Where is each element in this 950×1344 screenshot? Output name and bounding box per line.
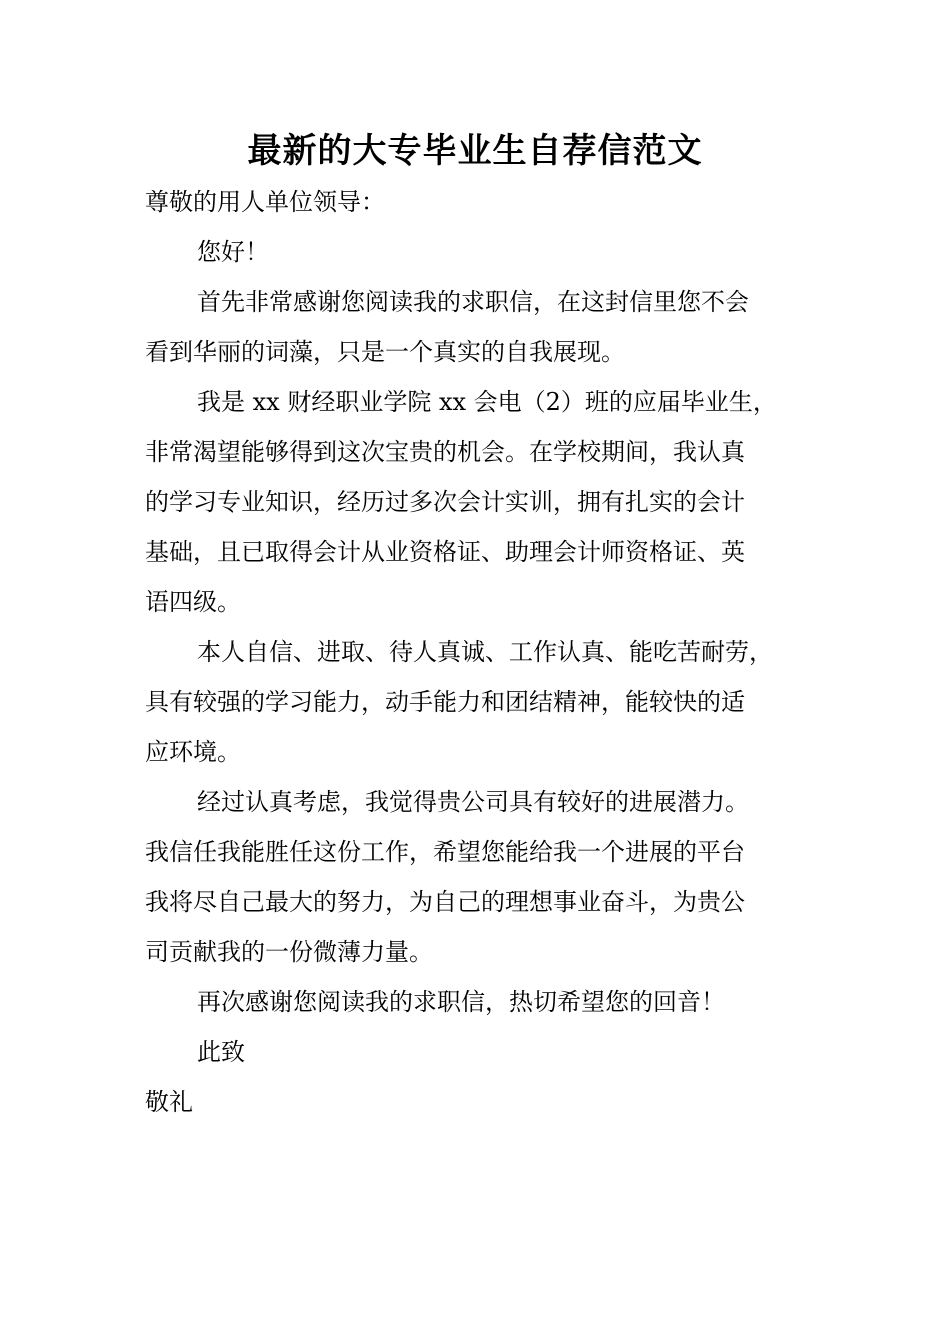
- paragraph-education: [145, 377, 835, 627]
- paragraph-line: 语四级。: [145, 588, 241, 616]
- paragraph-line: 看到华丽的词藻，只是一个真实的自我展现。: [145, 338, 625, 366]
- paragraph-line: 基础，且已取得会计从业资格证、助理会计师资格证、英: [145, 538, 745, 566]
- paragraph-line: 具有较强的学习能力，动手能力和团结精神，能较快的适: [145, 688, 745, 716]
- greeting: 您好！: [197, 238, 269, 266]
- paragraph-line: 非常渴望能够得到这次宝贵的机会。在学校期间，我认真: [145, 438, 745, 466]
- paragraph-line: 我信任我能胜任这份工作，希望您能给我一个进展的平台: [145, 838, 745, 866]
- salutation: 尊敬的用人单位领导：: [145, 188, 385, 216]
- closing: 此致: [197, 1038, 245, 1066]
- paragraph-line: 应环境。: [145, 738, 241, 766]
- paragraph-line: 我将尽自己最大的努力，为自己的理想事业奋斗，为贵公: [145, 888, 745, 916]
- paragraph-commitment: [145, 777, 835, 977]
- paragraph-line: 首先非常感谢您阅读我的求职信，在这封信里您不会: [197, 288, 749, 316]
- paragraph-line: 再次感谢您阅读我的求职信，热切希望您的回音！: [197, 988, 725, 1016]
- document-title: 最新的大专毕业生自荐信范文: [247, 131, 703, 171]
- paragraph-thanks: [145, 977, 835, 1027]
- paragraph-intro: [145, 277, 835, 377]
- regards: 敬礼: [145, 1088, 193, 1116]
- letter-body: [145, 177, 835, 1127]
- paragraph-line: 经过认真考虑，我觉得贵公司具有较好的进展潜力。: [197, 788, 749, 816]
- paragraph-line: 本人自信、进取、待人真诚、工作认真、能吃苦耐劳，: [197, 638, 773, 666]
- paragraph-line: 司贡献我的一份微薄力量。: [145, 938, 433, 966]
- paragraph-line: 我是 xx 财经职业学院 xx 会电（2）班的应届毕业生，: [197, 388, 777, 416]
- paragraph-personality: [145, 627, 835, 777]
- paragraph-line: 的学习专业知识，经历过多次会计实训，拥有扎实的会计: [145, 488, 745, 516]
